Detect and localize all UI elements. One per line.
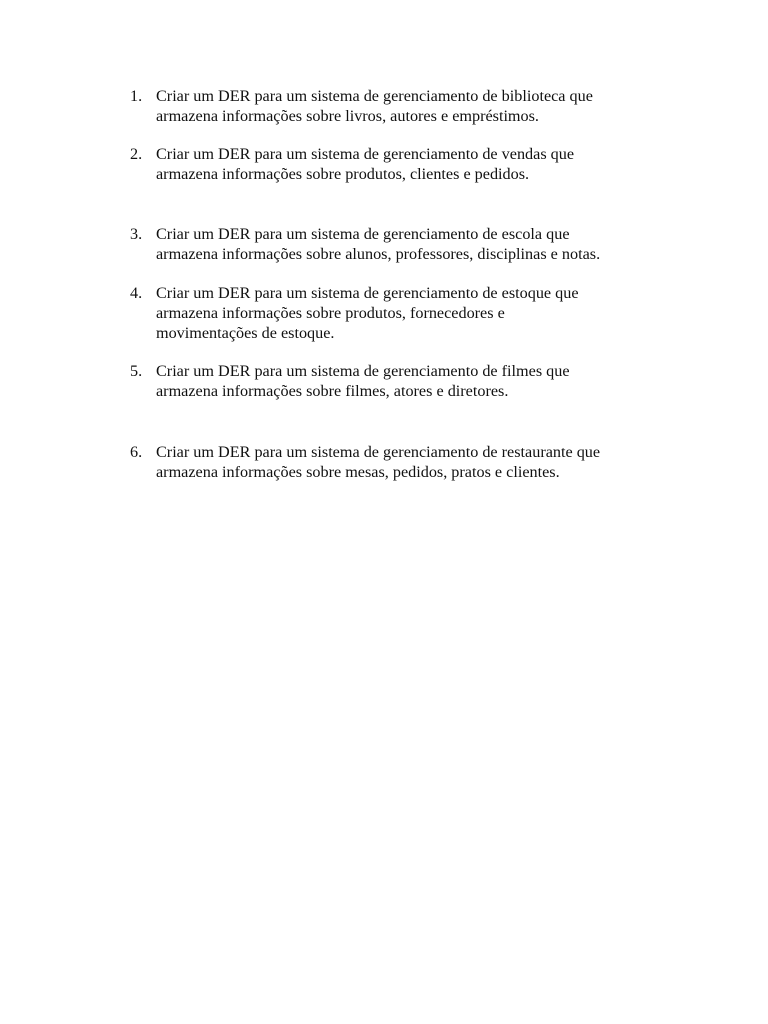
item-line: armazena informações sobre produtos, clientes e pedidos. — [156, 165, 530, 183]
item-text — [156, 361, 690, 401]
item-number: 6. — [130, 443, 143, 461]
list-item — [130, 361, 690, 401]
item-line: Criar um DER para um sistema de gerenciamento de estoque que — [156, 284, 579, 302]
item-line: armazena informações sobre alunos, professores, disciplinas e notas. — [156, 245, 601, 263]
item-number: 4. — [130, 284, 143, 302]
item-number: 1. — [130, 87, 143, 105]
item-line: armazena informações sobre mesas, pedidos, pratos e clientes. — [156, 463, 560, 481]
item-number: 3. — [130, 225, 143, 243]
item-text — [156, 224, 690, 264]
item-text — [156, 86, 690, 126]
item-text — [156, 283, 690, 343]
item-number: 5. — [130, 362, 143, 380]
item-line: Criar um DER para um sistema de gerenciamento de filmes que — [156, 362, 570, 380]
item-line: Criar um DER para um sistema de gerenciamento de restaurante que — [156, 443, 601, 461]
list-item — [130, 442, 690, 482]
item-line: armazena informações sobre livros, autores e empréstimos. — [156, 107, 539, 125]
item-text — [156, 144, 690, 184]
list-item — [130, 86, 690, 126]
item-line: armazena informações sobre filmes, atores e diretores. — [156, 382, 509, 400]
exercise-list — [130, 86, 690, 482]
list-item — [130, 144, 690, 184]
item-line: movimentações de estoque. — [156, 324, 335, 342]
item-line: Criar um DER para um sistema de gerenciamento de biblioteca que — [156, 87, 593, 105]
item-line: Criar um DER para um sistema de gerenciamento de vendas que — [156, 145, 575, 163]
list-item — [130, 224, 690, 264]
item-number: 2. — [130, 145, 143, 163]
item-text — [156, 442, 690, 482]
list-item — [130, 283, 690, 343]
item-line: Criar um DER para um sistema de gerenciamento de escola que — [156, 225, 570, 243]
item-line: armazena informações sobre produtos, fornecedores e — [156, 304, 505, 322]
